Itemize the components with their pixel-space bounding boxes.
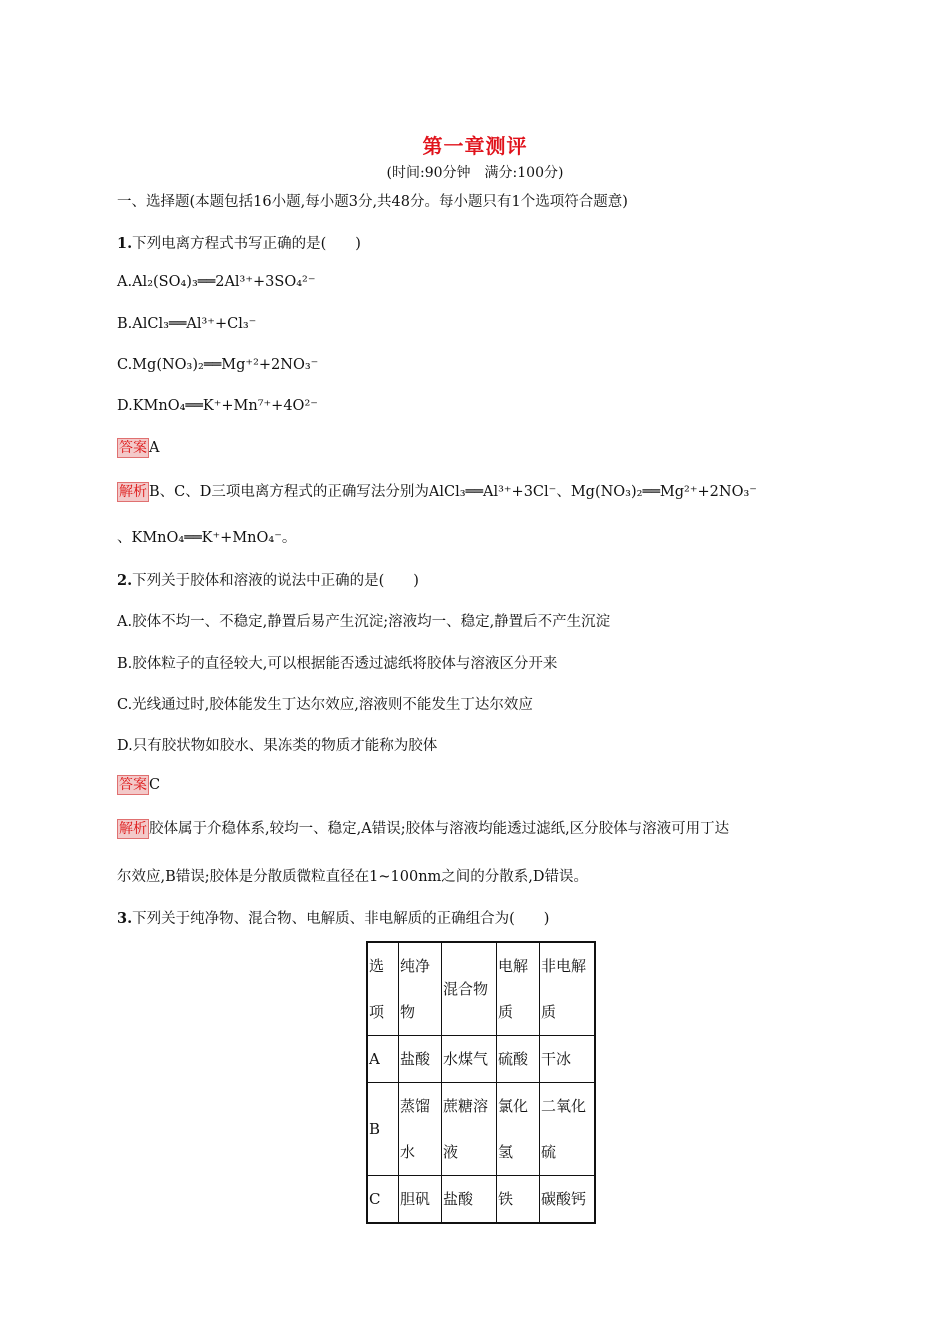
cell-text: 干冰 [541,1050,572,1068]
cell-text: 铁 [498,1190,514,1208]
q2-answer [117,775,160,795]
cell-text: 质 [498,1003,514,1021]
q2-option-b: B.胶体粒子的直径较大,可以根据能否透过滤纸将胶体与溶液区分开来 [117,656,558,672]
table-cell [497,1083,540,1176]
cell-text: 盐酸 [400,1050,431,1068]
q2-option-c: C.光线通过时,胶体能发生丁达尔效应,溶液则不能发生丁达尔效应 [117,697,533,713]
cell-text: B [369,1120,381,1138]
cell-text: 纯净 [400,957,431,975]
q2-option-d: D.只有胶状物如胶水、果冻类的物质才能称为胶体 [117,738,438,754]
question-1 [117,232,361,253]
table-cell [399,942,442,1036]
answer-label: 答案 [119,777,147,793]
table-cell [442,1083,497,1176]
cell-text: 电解 [498,957,529,975]
q1-analysis-cont: 、KMnO₄══K⁺+MnO₄⁻。 [117,530,297,546]
cell-text: 硫 [541,1143,557,1161]
cell-text: 氢 [498,1143,514,1161]
table-cell [399,1036,442,1083]
page-title: 第一章测评 [422,134,528,158]
q1-option-a: A.Al₂(SO₄)₃══2Al³⁺+3SO₄²⁻ [117,274,316,290]
table-cell [442,942,497,1036]
table-cell [367,1036,399,1083]
cell-text: 碳酸钙 [541,1190,587,1208]
question-stem: 下列电离方程式书写正确的是( ) [132,236,361,252]
time-score-info: (时间:90分钟 满分:100分) [386,165,564,181]
table-cell [442,1176,497,1224]
table-cell [497,942,540,1036]
table-cell [540,942,596,1036]
table-cell [540,1083,596,1176]
q1-answer [117,438,159,458]
cell-text: 蔗糖溶 [443,1097,489,1115]
table-cell [399,1176,442,1224]
question-number: 2. [117,572,133,589]
cell-text: 硫酸 [498,1050,529,1068]
cell-text: 二氧化 [541,1097,587,1115]
table-cell [442,1036,497,1083]
section-heading: 一、选择题(本题包括16小题,每小题3分,共48分。每小题只有1个选项符合题意) [117,194,628,210]
cell-text: 混合物 [443,980,489,998]
answer-value: A [149,440,160,456]
q1-analysis [117,480,757,502]
table-cell [497,1176,540,1224]
question-number: 3. [117,910,133,927]
cell-text: 项 [369,1003,385,1021]
table-row [367,1083,595,1176]
q2-option-a: A.胶体不均一、不稳定,静置后易产生沉淀;溶液均一、稳定,静置后不产生沉淀 [117,614,611,630]
table-cell [540,1036,596,1083]
cell-text: 盐酸 [443,1190,474,1208]
question-stem: 下列关于纯净物、混合物、电解质、非电解质的正确组合为( ) [132,911,550,927]
cell-text: 液 [443,1143,459,1161]
table-cell [367,1083,399,1176]
cell-text: 质 [541,1003,557,1021]
analysis-label: 解析 [119,821,147,837]
q2-analysis-cont: 尔效应,B错误;胶体是分散质微粒直径在1~100nm之间的分散系,D错误。 [117,869,589,885]
cell-text: 非电解 [541,957,587,975]
table-cell [497,1036,540,1083]
table-cell [367,942,399,1036]
analysis-text: B、C、D三项电离方程式的正确写法分别为AlCl₃══Al³⁺+3Cl⁻、Mg(NO₃)₂══Mg²⁺+2NO₃⁻ [149,484,757,500]
question-3 [117,907,549,928]
cell-text: C [369,1190,381,1208]
cell-text: 水煤气 [443,1050,489,1068]
q1-option-b: B.AlCl₃══Al³⁺+Cl₃⁻ [117,316,257,332]
table-cell [540,1176,596,1224]
table-cell [367,1176,399,1224]
q1-option-d: D.KMnO₄══K⁺+Mn⁷⁺+4O²⁻ [117,398,318,414]
question-2 [117,569,419,590]
cell-text: 选 [369,957,385,975]
question-stem: 下列关于胶体和溶液的说法中正确的是( ) [132,573,419,589]
table-row [367,1036,595,1083]
options-table [366,941,596,1224]
analysis-text: 胶体属于介稳体系,较均一、稳定,A错误;胶体与溶液均能透过滤纸,区分胶体与溶液可用丁达 [149,821,730,837]
table-row [367,1176,595,1224]
cell-text: 水 [400,1143,416,1161]
cell-text: 蒸馏 [400,1097,431,1115]
table-cell [399,1083,442,1176]
cell-text: 胆矾 [400,1190,431,1208]
answer-label: 答案 [119,440,147,456]
question-number: 1. [117,235,133,252]
table-header-row [367,942,595,1036]
cell-text: A [369,1050,380,1068]
analysis-label: 解析 [119,484,147,500]
answer-value: C [149,777,161,793]
q1-option-c: C.Mg(NO₃)₂══Mg⁺²+2NO₃⁻ [117,357,319,373]
cell-text: 氯化 [498,1097,529,1115]
q2-analysis [117,817,729,839]
cell-text: 物 [400,1003,416,1021]
